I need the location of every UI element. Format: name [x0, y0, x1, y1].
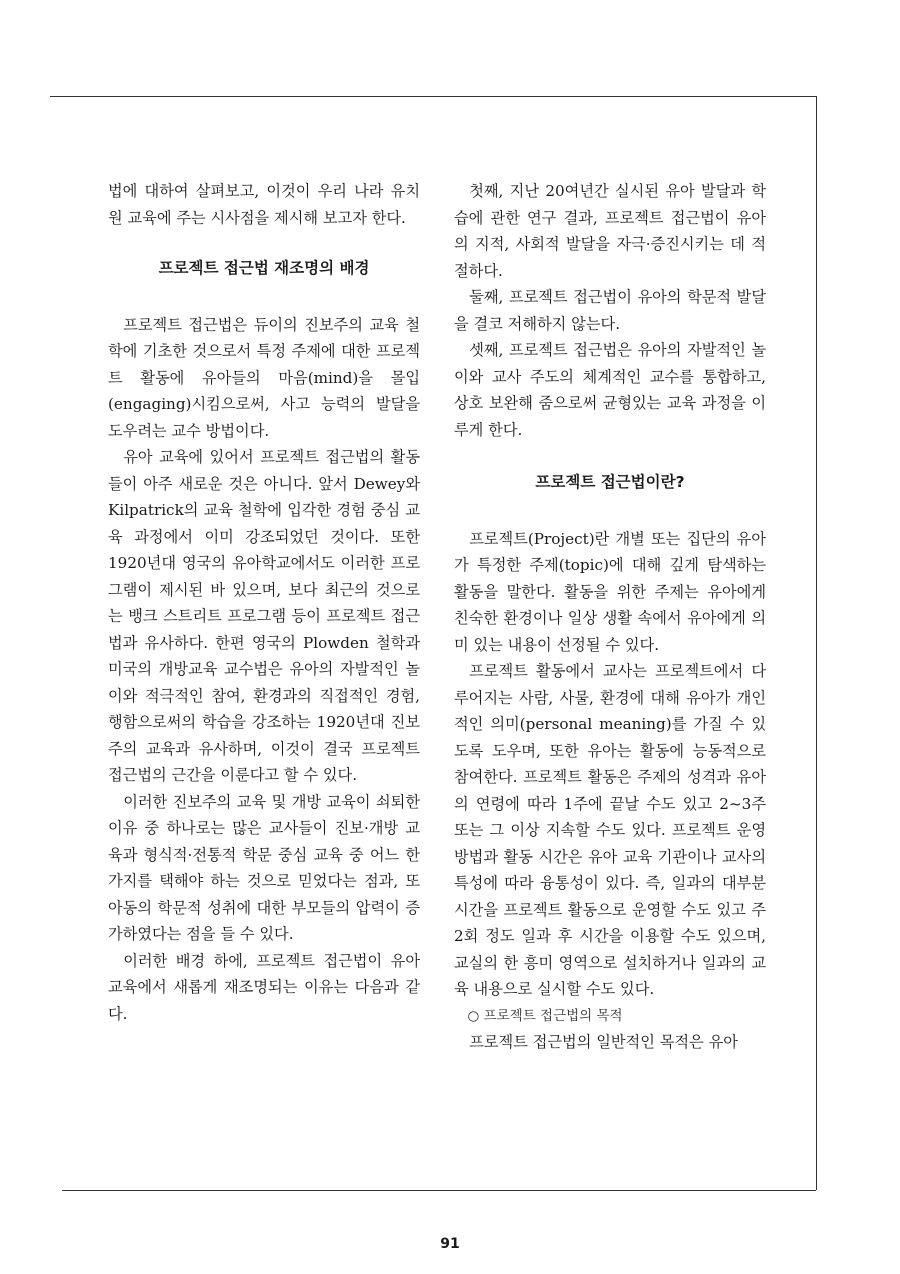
body-paragraph: 이러한 배경 하에, 프로젝트 접근법이 유아 교육에서 새롭게 재조명되는 이유는 다음과 같다. — [108, 951, 420, 1023]
body-paragraph: 프로젝트 활동에서 교사는 프로젝트에서 다루어지는 사람, 사물, 환경에 대해 유아가 개인적인 의미(personal meaning)를 가질 수 있도록 도우며, 또한 유아는 활동에 능동적으로 참여한다. 프로젝트 활동은 주제의 성격과 유아의 연령에 따라 1주에 끝날 수도 있고 2~3주 또는 그 이상 지속할 수도 있다. 프로젝트 운영 방법과 활동 시간은 유아 교육 기관이나 교사의 특성에 따라 융통성이 있다. 즉, 일과의 대부분 시간을 프로젝트 활동으로 운영할 수도 있고 주 2회 정도 일과 후 시간을 이용할 수도 있으며, 교실의 한 흥미 영역으로 설치하거나 일과의 교육 내용으로 실시할 수도 있다. — [454, 662, 766, 998]
subheading-purpose: ○ 프로젝트 접근법의 목적 — [467, 1007, 623, 1024]
body-paragraph: 프로젝트 접근법은 듀이의 진보주의 교육 철학에 기초한 것으로서 특정 주제에 대한 프로젝트 활동에 유아들의 마음(mind)을 몰입(engaging)시킴으로써, 사고 능력의 발달을 도우려는 교수 방법이다. — [108, 315, 420, 440]
body-paragraph: 이러한 진보주의 교육 및 개방 교육이 쇠퇴한 이유 중 하나로는 많은 교사들이 진보·개방 교육과 형식적·전통적 학문 중심 교육 중 어느 한 가지를 택해야 하는 것으로 믿었다는 점과, 또 아동의 학문적 성취에 대한 부모들의 압력이 증가하였다는 점을 들 수 있다. — [108, 792, 420, 943]
section-heading-background: 프로젝트 접근법 재조명의 배경 — [158, 259, 370, 277]
right-column — [454, 178, 766, 1056]
body-paragraph-final: 프로젝트 접근법의 일반적인 목적은 유아 — [469, 1033, 738, 1051]
bottom-rule — [62, 1190, 816, 1191]
section-heading-what-is: 프로젝트 접근법이란? — [535, 473, 685, 491]
reason-paragraph-3: 셋째, 프로젝트 접근법은 유아의 자발적인 놀이와 교사 주도의 체계적인 교수를 통합하고, 상호 보완해 줌으로써 균형있는 교육 과정을 이루게 한다. — [454, 341, 766, 439]
top-rule — [50, 96, 816, 97]
body-paragraph: 유아 교육에 있어서 프로젝트 접근법의 활동들이 아주 새로운 것은 아니다. 앞서 Dewey와 Kilpatrick의 교육 철학에 입각한 경험 중심 교육 과정에서 이미 강조되었던 것이다. 또한 1920년대 영국의 유아학교에서도 이러한 프로그램이 제시된 바 있으며, 보다 최근의 것으로는 뱅크 스트리트 프로그램 등이 프로젝트 접근법과 유사하다. 한편 영국의 Plowden 철학과 미국의 개방교육 교수법은 유아의 자발적인 놀이와 적극적인 참여, 환경과의 직접적인 경험, 행함으로써의 학습을 강조하는 1920년대 진보주의 교육과 유사하며, 이것이 결국 프로젝트 접근법의 근간을 이룬다고 할 수 있다. — [108, 448, 420, 784]
body-paragraph: 프로젝트(Project)란 개별 또는 집단의 유아가 특정한 주제(topic)에 대해 깊게 탐색하는 활동을 말한다. 활동을 위한 주제는 유아에게 친숙한 환경이나 일상 생활 속에서 유아에게 의미 있는 내용이 선정될 수 있다. — [454, 529, 766, 654]
right-rule — [816, 96, 817, 1190]
left-column — [108, 178, 420, 1027]
reason-paragraph-1: 첫째, 지난 20여년간 실시된 유아 발달과 학습에 관한 연구 결과, 프로젝트 접근법이 유아의 지적, 사회적 발달을 자극·증진시키는 데 적절하다. — [454, 182, 766, 280]
page-number: 91 — [440, 1236, 460, 1252]
reason-paragraph-2: 둘째, 프로젝트 접근법이 유아의 학문적 발달을 결코 저해하지 않는다. — [454, 288, 766, 333]
intro-paragraph: 법에 대하여 살펴보고, 이것이 우리 나라 유치원 교육에 주는 시사점을 제시해 보고자 한다. — [108, 182, 420, 227]
